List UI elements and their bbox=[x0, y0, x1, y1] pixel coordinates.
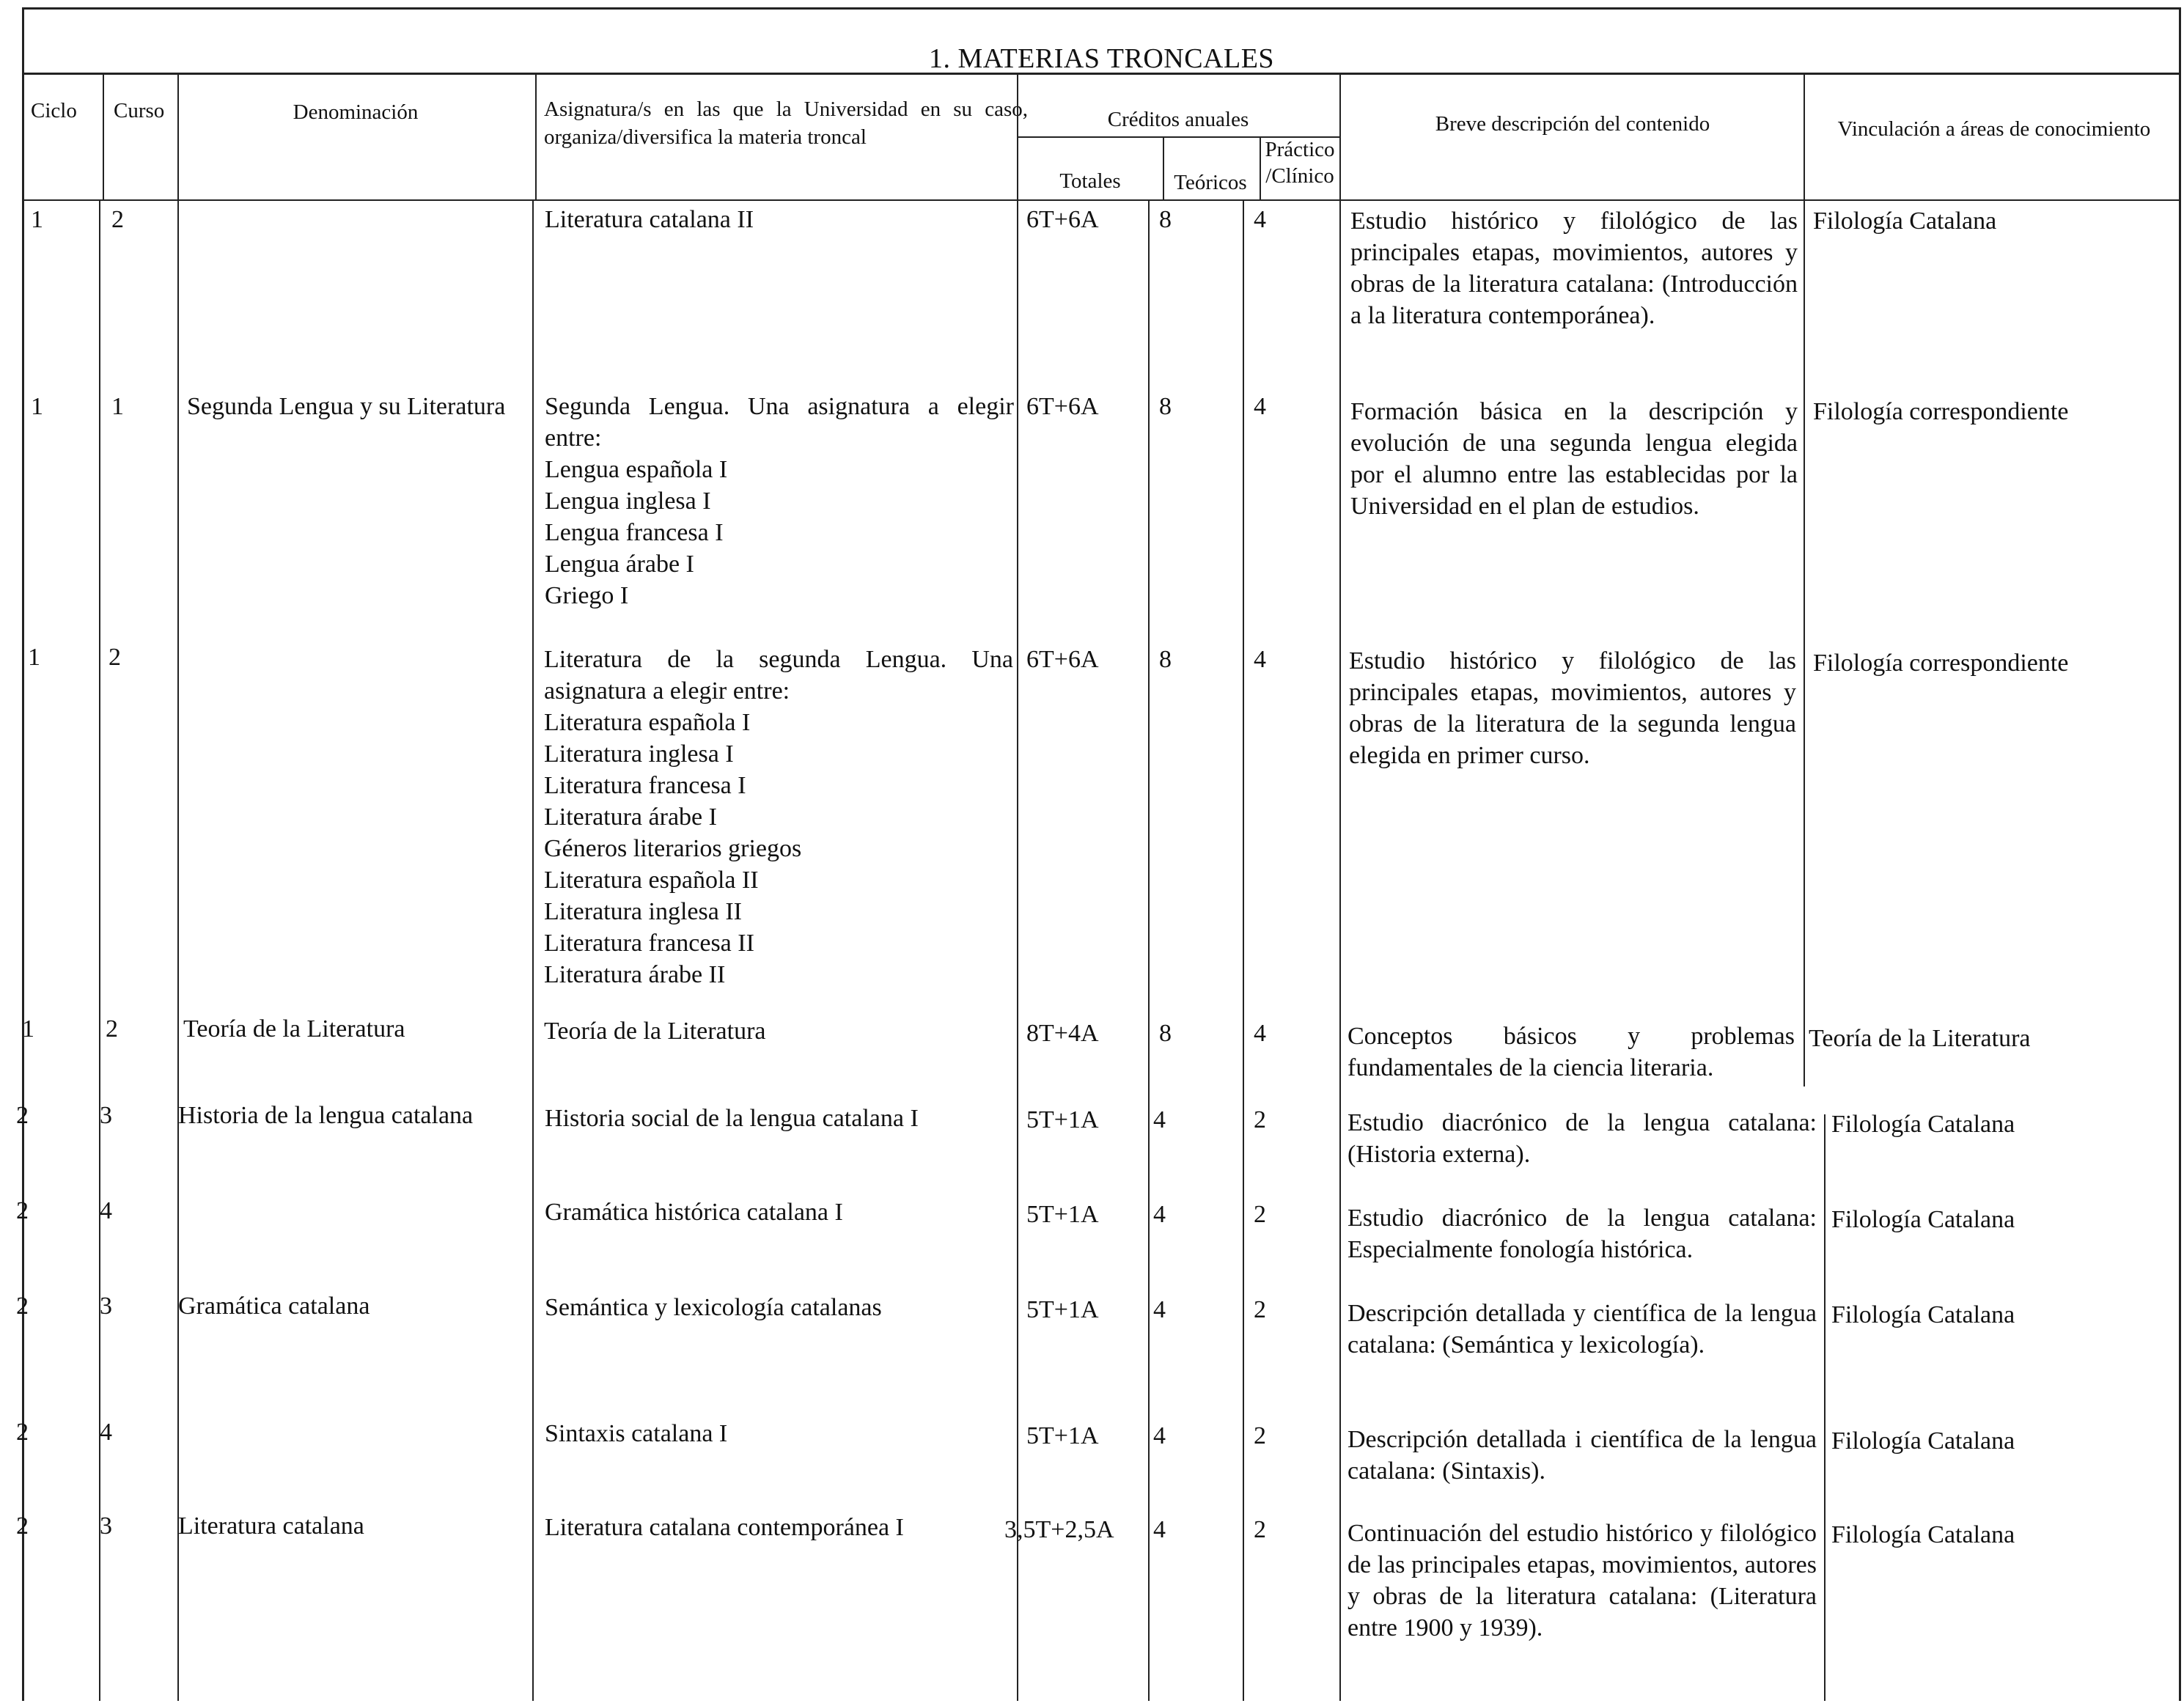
cell-practico: 2 bbox=[1254, 1516, 1266, 1543]
cell-descripcion: Estudio histórico y filológico de las principales etapas, movimientos, autores y obras de la literatura de la segunda lengua elegida en primer curso. bbox=[1349, 647, 1796, 769]
asignatura-line: Griego I bbox=[545, 582, 629, 609]
cell-teoricos: 8 bbox=[1159, 393, 1172, 420]
cell-totales: 5T+1A bbox=[1026, 1201, 1099, 1228]
table-title: 1. MATERIAS TRONCALES bbox=[928, 43, 1275, 74]
cell-practico: 4 bbox=[1254, 393, 1266, 420]
cell-teoricos: 4 bbox=[1153, 1201, 1166, 1228]
cell-ciclo: 2 bbox=[16, 1102, 29, 1129]
cell-denominacion: Gramática catalana bbox=[178, 1293, 370, 1320]
cell-asignatura bbox=[545, 1512, 1014, 1543]
cell-asignatura bbox=[545, 1418, 1014, 1449]
cell-practico: 2 bbox=[1254, 1422, 1266, 1449]
cell-teoricos: 8 bbox=[1159, 206, 1172, 233]
cell-descripcion: Estudio diacrónico de la lengua catalana: (Historia externa). bbox=[1347, 1109, 1817, 1168]
asignatura-line: Teoría de la Literatura bbox=[544, 1018, 766, 1045]
cell-vinculacion: Filología Catalana bbox=[1831, 1521, 2015, 1548]
body-col-line bbox=[1243, 199, 1244, 1701]
cell-denominacion: Historia de la lengua catalana bbox=[178, 1102, 474, 1129]
asignatura-line: Literatura catalana II bbox=[545, 206, 754, 233]
cell-curso: 2 bbox=[111, 206, 124, 233]
asignatura-line: Literatura árabe I bbox=[544, 804, 717, 831]
cell-teoricos: 8 bbox=[1159, 1020, 1172, 1047]
header-denominacion: Denominación bbox=[293, 100, 419, 124]
cell-vinculacion: Filología correspondiente bbox=[1813, 398, 2069, 425]
asignatura-line: Lengua francesa I bbox=[545, 519, 724, 546]
cell-asignatura bbox=[544, 1015, 1013, 1047]
cell-practico: 2 bbox=[1254, 1201, 1266, 1228]
asignatura-line: Literatura árabe II bbox=[544, 961, 726, 988]
asignatura-line: Literatura inglesa I bbox=[544, 740, 734, 768]
header-creditos: Créditos anuales bbox=[1107, 108, 1249, 131]
cell-teoricos: 4 bbox=[1153, 1296, 1166, 1323]
cell-curso: 4 bbox=[100, 1197, 112, 1224]
cell-vinculacion: Filología Catalana bbox=[1813, 207, 1997, 235]
cell-curso: 3 bbox=[100, 1512, 112, 1540]
cell-ciclo: 2 bbox=[16, 1197, 29, 1224]
cell-teoricos: 4 bbox=[1153, 1422, 1166, 1449]
header-practico: Práctico /Clínico bbox=[1265, 138, 1335, 188]
cell-descripcion: Conceptos básicos y problemas fundamentales de la ciencia literaria. bbox=[1347, 1023, 1795, 1081]
cell-practico: 2 bbox=[1254, 1106, 1266, 1133]
title-row bbox=[22, 7, 2181, 75]
asignatura-line: Géneros literarios griegos bbox=[544, 835, 802, 862]
cell-descripcion: Estudio diacrónico de la lengua catalana: Especialmente fonología histórica. bbox=[1347, 1205, 1817, 1263]
cell-curso: 2 bbox=[106, 1015, 118, 1043]
header-col-line bbox=[1339, 75, 1341, 199]
body-col-line bbox=[99, 199, 100, 1701]
header-col-line bbox=[1017, 75, 1018, 199]
cell-totales: 5T+1A bbox=[1026, 1106, 1099, 1133]
cell-totales: 5T+1A bbox=[1026, 1422, 1099, 1449]
cell-descripcion: Descripción detallada i científica de la lengua catalana: (Sintaxis). bbox=[1347, 1426, 1817, 1485]
body-col-line bbox=[532, 199, 534, 1701]
cell-practico: 4 bbox=[1254, 646, 1266, 673]
cell-teoricos: 4 bbox=[1153, 1106, 1166, 1133]
asignatura-line: Sintaxis catalana I bbox=[545, 1420, 728, 1447]
header-teoricos: Teóricos bbox=[1174, 171, 1247, 194]
cell-asignatura bbox=[545, 391, 1014, 611]
header-col-line bbox=[1260, 136, 1261, 199]
asignatura-line: Historia social de la lengua catalana I bbox=[545, 1105, 919, 1132]
cell-vinculacion: Teoría de la Literatura bbox=[1809, 1025, 2031, 1052]
header-col-line bbox=[1163, 136, 1164, 199]
header-col-line bbox=[535, 75, 537, 199]
body-col-line bbox=[177, 199, 179, 1701]
asignatura-line: Lengua española I bbox=[545, 456, 728, 483]
cell-curso: 2 bbox=[109, 644, 121, 671]
cell-vinculacion: Filología Catalana bbox=[1831, 1427, 2015, 1455]
cell-practico: 4 bbox=[1254, 1020, 1266, 1047]
cell-descripcion: Continuación del estudio histórico y filológico de las principales etapas, movimientos, autores y obras de la literatura catalana: (Literatura entre 1900 y 1939). bbox=[1347, 1520, 1817, 1641]
cell-ciclo: 1 bbox=[22, 1015, 34, 1043]
cell-ciclo: 1 bbox=[31, 393, 43, 420]
cell-curso: 3 bbox=[100, 1293, 112, 1320]
cell-vinculacion: Filología Catalana bbox=[1831, 1301, 2015, 1328]
asignatura-line: Literatura francesa II bbox=[544, 930, 754, 957]
cell-asignatura bbox=[545, 204, 1014, 235]
cell-vinculacion: Filología Catalana bbox=[1831, 1111, 2015, 1138]
cell-asignatura bbox=[545, 1292, 1014, 1323]
cell-ciclo: 2 bbox=[16, 1512, 29, 1540]
cell-asignatura bbox=[545, 1196, 1014, 1228]
cell-totales: 8T+4A bbox=[1026, 1020, 1099, 1047]
header-bottom-line bbox=[22, 199, 2181, 201]
body-col-line bbox=[1824, 1114, 1825, 1701]
cell-descripcion: Descripción detallada y científica de la lengua catalana: (Semántica y lexicología). bbox=[1347, 1300, 1817, 1358]
cell-descripcion: Estudio histórico y filológico de las principales etapas, movimientos, autores y obras de la literatura catalana: (Introducción a la literatura contemporánea). bbox=[1350, 207, 1798, 329]
cell-practico: 2 bbox=[1254, 1296, 1266, 1323]
cell-vinculacion: Filología correspondiente bbox=[1813, 650, 2069, 677]
header-col-line bbox=[1804, 75, 1805, 199]
asignatura-line: Literatura española I bbox=[544, 709, 751, 736]
cell-asignatura bbox=[544, 644, 1013, 990]
asignatura-line: Semántica y lexicología catalanas bbox=[545, 1294, 882, 1321]
header-curso: Curso bbox=[114, 99, 165, 122]
header-col-line bbox=[177, 75, 179, 199]
cell-teoricos: 4 bbox=[1153, 1516, 1166, 1543]
cell-teoricos: 8 bbox=[1159, 646, 1172, 673]
cell-totales: 5T+1A bbox=[1026, 1296, 1099, 1323]
body-col-line bbox=[1339, 199, 1341, 1701]
asignatura-line: Literatura de la segunda Lengua. Una asignatura a elegir entre: bbox=[544, 646, 1013, 705]
asignatura-line: Gramática histórica catalana I bbox=[545, 1199, 843, 1226]
cell-ciclo: 2 bbox=[16, 1419, 29, 1446]
asignatura-line: Literatura francesa I bbox=[544, 772, 746, 799]
body-col-line bbox=[1017, 199, 1018, 1701]
body-col-line bbox=[1804, 199, 1805, 1087]
header-vinculacion: Vinculación a áreas de conocimiento bbox=[1837, 117, 2151, 141]
cell-vinculacion: Filología Catalana bbox=[1831, 1206, 2015, 1233]
cell-asignatura bbox=[545, 1103, 1014, 1134]
cell-practico: 4 bbox=[1254, 206, 1266, 233]
asignatura-line: Literatura española II bbox=[544, 867, 759, 894]
body-col-line bbox=[1148, 199, 1150, 1701]
cell-totales: 3,5T+2,5A bbox=[1004, 1516, 1114, 1543]
header-asignaturas: Asignatura/s en las que la Universidad en su caso, organiza/diversifica la materia troncal bbox=[544, 98, 1028, 149]
cell-denominacion: Segunda Lengua y su Literatura bbox=[187, 393, 506, 420]
asignatura-line: Literatura catalana contemporánea I bbox=[545, 1514, 904, 1541]
creditos-divider bbox=[1017, 136, 1339, 138]
cell-ciclo: 1 bbox=[31, 206, 43, 233]
header-ciclo: Ciclo bbox=[31, 99, 77, 122]
header-descripcion: Breve descripción del contenido bbox=[1435, 112, 1710, 136]
header-col-line bbox=[103, 75, 104, 199]
cell-curso: 3 bbox=[100, 1102, 112, 1129]
header-totales: Totales bbox=[1059, 169, 1121, 193]
cell-descripcion: Formación básica en la descripción y evolución de una segunda lengua elegida por el alumno entre las establecidas por la Universidad en el plan de estudios. bbox=[1350, 398, 1798, 520]
asignatura-line: Lengua árabe I bbox=[545, 551, 694, 578]
asignatura-line: Segunda Lengua. Una asignatura a elegir entre: bbox=[545, 393, 1014, 452]
cell-denominacion: Teoría de la Literatura bbox=[183, 1015, 405, 1043]
cell-totales: 6T+6A bbox=[1026, 393, 1099, 420]
cell-curso: 1 bbox=[111, 393, 124, 420]
cell-ciclo: 1 bbox=[28, 644, 40, 671]
cell-denominacion: Literatura catalana bbox=[178, 1512, 364, 1540]
cell-curso: 4 bbox=[100, 1419, 112, 1446]
cell-ciclo: 2 bbox=[16, 1293, 29, 1320]
cell-totales: 6T+6A bbox=[1026, 206, 1099, 233]
asignatura-line: Lengua inglesa I bbox=[545, 488, 711, 515]
document-page bbox=[16, 7, 2184, 1701]
cell-totales: 6T+6A bbox=[1026, 646, 1099, 673]
asignatura-line: Literatura inglesa II bbox=[544, 898, 742, 925]
